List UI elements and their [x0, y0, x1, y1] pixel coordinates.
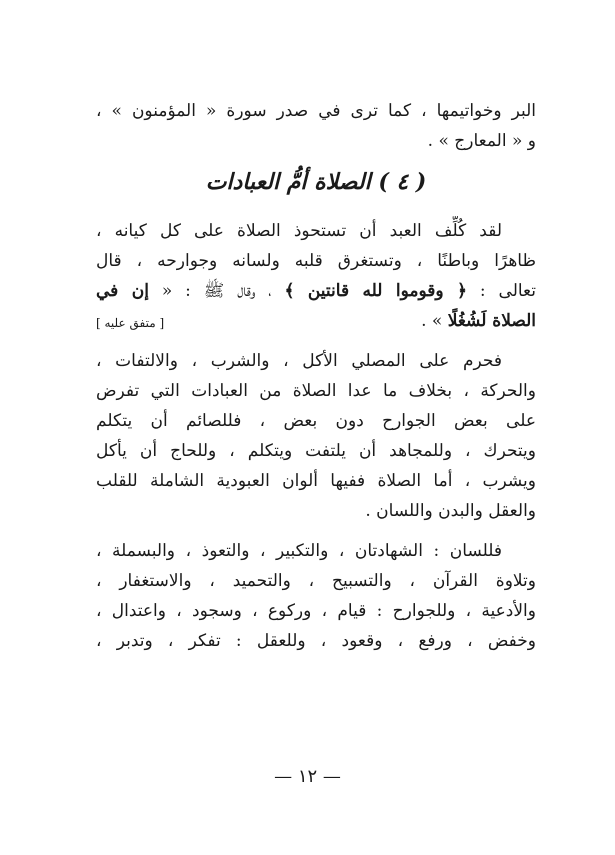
- para3-line-4: وخفض ، ورفع ، وقعود ، وللعقل : تفكر ، وتدبر ،: [96, 631, 536, 651]
- para2-line-1: فحرم على المصلي الأكل ، والشرب ، والالتفات ،: [96, 351, 502, 371]
- para1-line-3-mid: ، وقال ﷺ : «: [148, 281, 285, 301]
- section-heading: ( ٤ ) الصلاة أمُّ العبادات: [205, 169, 427, 195]
- hadith-text-end: الصلاة لَشُغُلًا: [447, 311, 536, 331]
- para1-line-4: [96, 306, 536, 336]
- para1-line-4-post: » .: [421, 311, 448, 331]
- paragraph-gap: [96, 526, 536, 536]
- paragraph-2: [96, 346, 536, 526]
- page-body: [96, 96, 536, 796]
- intro-line-1: البر وخواتيمها ، كما ترى في صدر سورة « المؤمنون » ،: [96, 101, 536, 121]
- para3-line-2: وتلاوة القرآن ، والتسبيح ، والتحميد ، والاستغفار ،: [96, 571, 536, 591]
- para2-line-6: والعقل والبدن واللسان .: [365, 501, 536, 521]
- para1-line-2: ظاهرًا وباطنًا ، وتستغرق قلبه ولسانه وجوارحه ، قال: [96, 251, 536, 271]
- paragraph-3: [96, 536, 536, 656]
- paragraph-1: [96, 216, 536, 336]
- para1-line-3: [96, 276, 536, 306]
- paragraph-gap: [96, 336, 536, 346]
- hadith-text-start: إن في: [96, 281, 149, 301]
- para1-line-1: لقد كُلِّف العبد أن تستحوذ الصلاة على كل كيانه ،: [96, 221, 502, 241]
- para2-line-4: ويتحرك ، وللمجاهد أن يلتفت ويتكلم ، وللحاج أن يأكل: [96, 441, 536, 461]
- para3-line-3: والأدعية ، وللجوارح : قيام ، وركوع ، وسجود ، واعتدال ،: [96, 601, 536, 621]
- quran-quote: ﴿ وقوموا لله قانتين ﴾: [284, 281, 467, 301]
- para2-line-3: على بعض الجوارح دون بعض ، فللصائم أن يتكلم: [96, 411, 536, 431]
- page-number: — ١٢ —: [274, 766, 341, 787]
- para1-line-3-pre: تعالى :: [466, 281, 536, 301]
- para3-line-1: فللسان : الشهادتان ، والتكبير ، والتعوذ ، والبسملة ،: [96, 541, 502, 561]
- para2-line-2: والحركة ، بخلاف ما عدا الصلاة من العبادات التي تفرض: [96, 381, 536, 401]
- citation: [ متفق عليه ]: [96, 316, 165, 330]
- para2-line-5: ويشرب ، أما الصلاة ففيها ألوان العبودية الشاملة للقلب: [96, 471, 536, 491]
- intro-line-2: و « المعارج » .: [427, 131, 536, 151]
